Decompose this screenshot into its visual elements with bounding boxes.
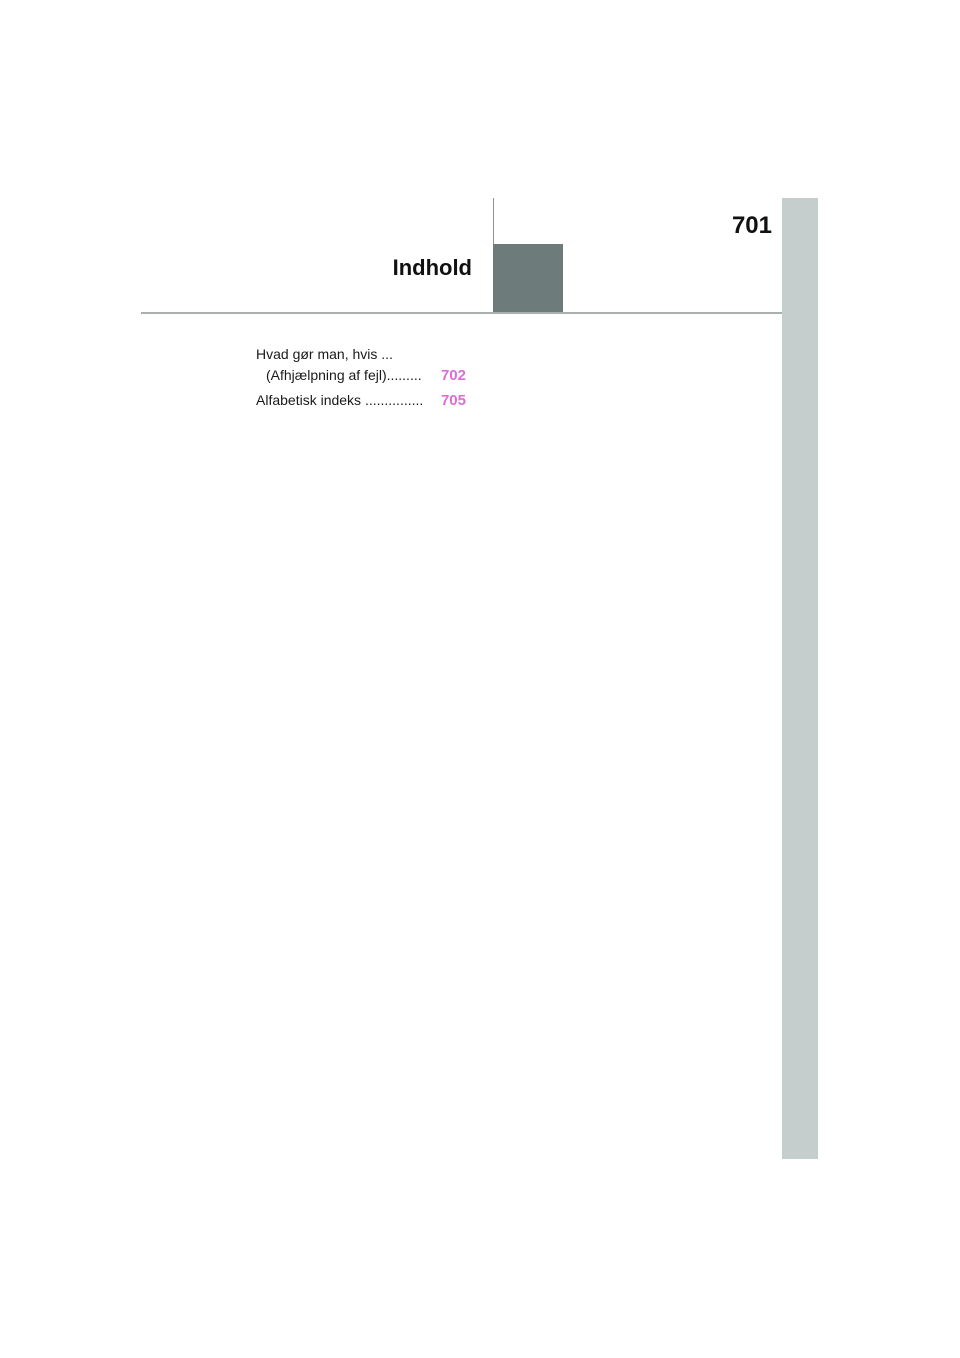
header-vertical-rule <box>493 198 494 244</box>
toc-page-link[interactable]: 705 <box>440 392 466 409</box>
toc-entry-text-row <box>256 390 466 411</box>
chapter-side-tab <box>782 198 818 1159</box>
header-horizontal-rule <box>141 312 782 314</box>
page-number: 701 <box>731 212 772 239</box>
toc-page-link[interactable]: 702 <box>440 367 466 384</box>
toc-entry-text: Alfabetisk indeks ............... <box>256 392 424 408</box>
toc-entry-troubleshooting[interactable] <box>256 344 466 386</box>
toc-entry-index[interactable] <box>256 390 466 411</box>
toc-entry-subtitle: (Afhjælpning af fejl)......... <box>266 367 422 383</box>
table-of-contents <box>256 344 466 411</box>
chapter-marker-block <box>493 244 563 314</box>
toc-entry-text: Hvad gør man, hvis ... <box>256 346 393 362</box>
toc-entry-text-continued <box>256 365 466 386</box>
section-title: Indhold <box>392 255 472 280</box>
